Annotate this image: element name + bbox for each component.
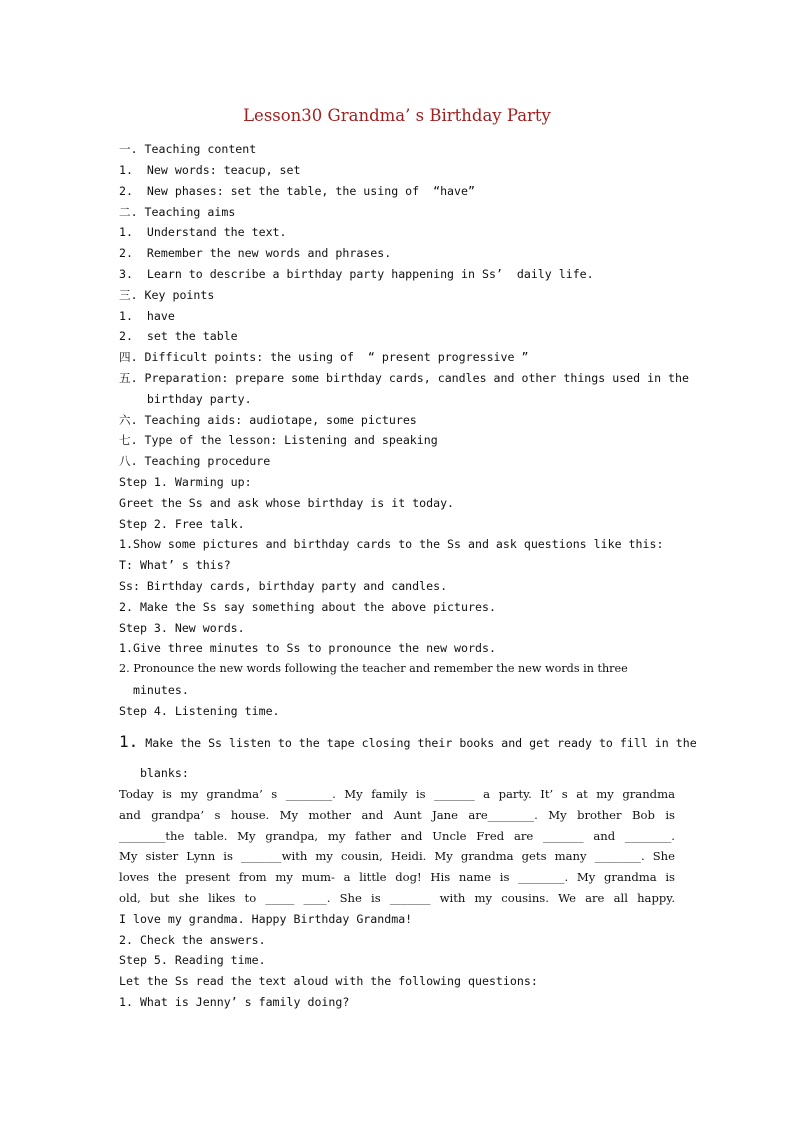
line-aim-2: 2. Remember the new words and phrases. [119, 246, 392, 260]
step-5-heading: Step 5. Reading time. [119, 953, 266, 967]
line-new-words: 1. New words: teacup, set [119, 163, 301, 177]
step-2-line-3: Ss: Birthday cards, birthday party and candles. [119, 579, 448, 593]
section-key-points: 三. Key points [119, 288, 215, 302]
step-3-line-3: minutes. [119, 683, 189, 697]
section-lesson-type: 七. Type of the lesson: Listening and speaking [119, 433, 438, 447]
passage-line-3: ________the table. My grandpa, my father and Uncle Fred are _______ and ________. [119, 829, 675, 843]
step-3-heading: Step 3. New words. [119, 621, 245, 635]
passage-line-7: I love my grandma. Happy Birthday Grandma! [119, 912, 413, 926]
passage-line-2: and grandpa’ s house. My mother and Aunt Jane are________. My brother Bob is [119, 808, 675, 822]
step-2-line-4: 2. Make the Ss say something about the above pictures. [119, 600, 496, 614]
check-answers: 2. Check the answers. [119, 933, 266, 947]
line-preparation-cont: birthday party. [119, 392, 252, 406]
step-2-line-1: 1.Show some pictures and birthday cards to the Ss and ask questions like this: [119, 537, 664, 551]
listening-text: Make the Ss listen to the tape closing their books and get ready to fill in the [138, 736, 697, 750]
step-2-heading: Step 2. Free talk. [119, 517, 245, 531]
step-2-line-2: T: What’ s this? [119, 558, 231, 572]
step-3-line-1: 1.Give three minutes to Ss to pronounce the new words. [119, 641, 496, 655]
line-aim-3: 3. Learn to describe a birthday party happening in Ss’ daily life. [119, 267, 594, 281]
passage-line-4: My sister Lynn is _______with my cousin, Heidi. My grandma gets many ________. She [119, 849, 675, 863]
step-4-heading: Step 4. Listening time. [119, 704, 280, 718]
line-key-2: 2. set the table [119, 329, 238, 343]
question-1: 1. What is Jenny’ s family doing? [119, 995, 350, 1009]
line-aim-1: 1. Understand the text. [119, 225, 287, 239]
listening-instruction-cont: blanks: [119, 766, 189, 780]
listening-number: 1. [119, 732, 139, 751]
step-1-text: Greet the Ss and ask whose birthday is it today. [119, 496, 455, 510]
passage-line-1: Today is my grandma’ s ________. My family is _______ a party. It’ s at my grandma [119, 787, 675, 801]
listening-instruction [119, 732, 697, 753]
section-preparation: 五. Preparation: prepare some birthday cards, candles and other things used in the [119, 371, 689, 385]
section-teaching-aids: 六. Teaching aids: audiotape, some pictures [119, 413, 417, 427]
step-3-line-2: 2. Pronounce the new words following the teacher and remember the new words in three [119, 662, 628, 675]
step-1-heading: Step 1. Warming up: [119, 475, 252, 489]
section-teaching-procedure: 八. Teaching procedure [119, 454, 271, 468]
document-title: Lesson30 Grandma’ s Birthday Party [243, 106, 551, 125]
step-5-instruction: Let the Ss read the text aloud with the following questions: [119, 974, 538, 988]
passage-line-5: loves the present from my mum- a little dog! His name is ________. My grandma is [119, 870, 675, 884]
section-teaching-content: 一. Teaching content [119, 142, 257, 156]
section-teaching-aims: 二. Teaching aims [119, 205, 236, 219]
line-new-phases: 2. New phases: set the table, the using of “have” [119, 184, 475, 198]
line-key-1: 1. have [119, 309, 175, 323]
passage-line-6: old, but she likes to _____ ____. She is _______ with my cousins. We are all happy. [119, 891, 675, 905]
section-difficult-points: 四. Difficult points: the using of “ present progressive ” [119, 350, 529, 364]
